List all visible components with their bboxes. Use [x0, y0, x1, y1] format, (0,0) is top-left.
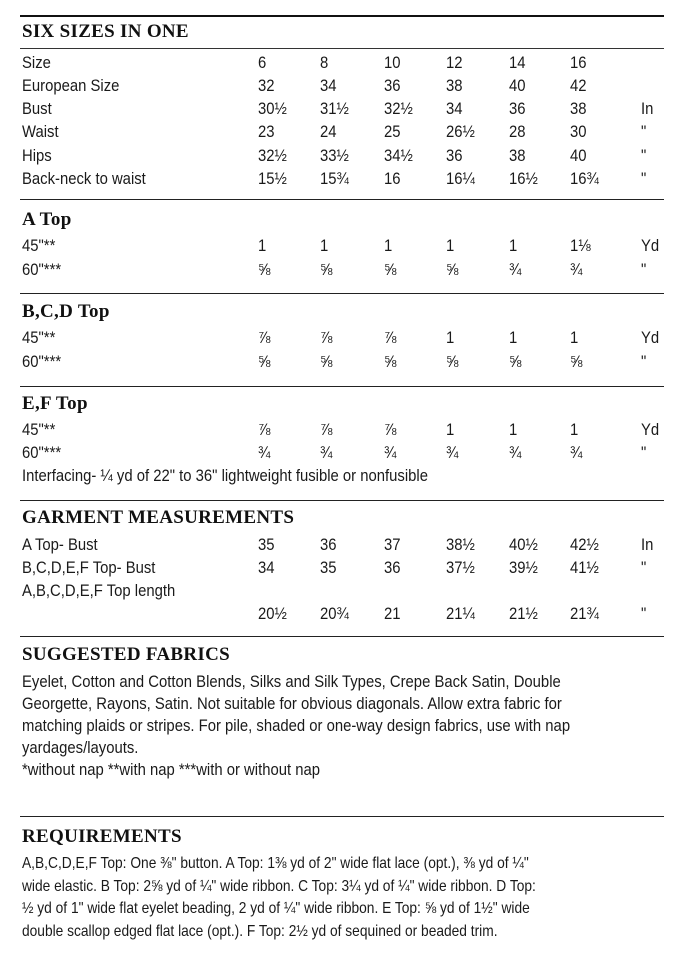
- fabrics-text: [22, 671, 652, 781]
- text-line: Eyelet, Cotton and Cotton Blends, Silks and Silk Types, Crepe Back Satin, Double: [22, 673, 561, 691]
- cell: 30½: [258, 100, 287, 118]
- cell: 21¾: [570, 605, 599, 623]
- cell: 1: [446, 329, 455, 347]
- a-top-bust-row: [0, 534, 685, 557]
- cell: 41½: [570, 559, 599, 577]
- row-label: Waist: [22, 123, 59, 141]
- cell: ⅝: [258, 353, 271, 371]
- row-label: Back-neck to waist: [22, 170, 146, 188]
- cell: 15½: [258, 170, 287, 188]
- heading-underline: [20, 48, 664, 49]
- cell: 38: [446, 77, 463, 95]
- a-top-heading: A Top: [22, 209, 72, 230]
- cell: 31½: [320, 100, 349, 118]
- cell: ⅝: [384, 353, 397, 371]
- garment-measurements-heading: GARMENT MEASUREMENTS: [22, 507, 295, 528]
- cell: 1: [384, 237, 393, 255]
- cell: 32½: [384, 100, 413, 118]
- cell: ¾: [570, 444, 583, 462]
- nap-legend: *without nap **with nap ***with or without nap: [22, 761, 321, 779]
- cell: 10: [384, 54, 401, 72]
- row-label: European Size: [22, 77, 120, 95]
- section-divider: [20, 816, 664, 817]
- unit-label: ": [641, 353, 647, 371]
- top-length-label: A,B,C,D,E,F Top length: [22, 582, 176, 600]
- cell: 42½: [570, 536, 599, 554]
- ef-top-60-row: [0, 442, 685, 465]
- row-label: 60"***: [22, 261, 62, 279]
- cell: ¾: [258, 444, 271, 462]
- hips-row: [0, 145, 685, 168]
- section-divider: [20, 293, 664, 294]
- cell: 36: [446, 147, 463, 165]
- cell: 36: [384, 77, 401, 95]
- cell: 16½: [509, 170, 538, 188]
- top-length-row: [0, 603, 685, 626]
- cell: 15¾: [320, 170, 349, 188]
- section-divider: [20, 386, 664, 387]
- text-line: Georgette, Rayons, Satin. Not suitable for obvious diagonals. Allow extra fabric for: [22, 695, 562, 713]
- waist-row: [0, 121, 685, 144]
- cell: ⅝: [258, 261, 271, 279]
- cell: ⅝: [446, 353, 459, 371]
- bcd-top-60-row: [0, 351, 685, 374]
- row-label: Size: [22, 54, 51, 72]
- cell: 1: [509, 237, 518, 255]
- bcd-top-45-row: [0, 327, 685, 350]
- cell: 12: [446, 54, 463, 72]
- cell: 36: [509, 100, 526, 118]
- row-label: Hips: [22, 147, 52, 165]
- text-line: A,B,C,D,E,F Top: One ⅜" button. A Top: 1⅜ yd of 2" wide flat lace (opt.), ⅜ yd of ¼": [22, 855, 529, 872]
- cell: ⅞: [320, 421, 333, 439]
- unit-label: ": [641, 559, 647, 577]
- cell: 16: [384, 170, 401, 188]
- cell: 34½: [384, 147, 413, 165]
- cell: 36: [320, 536, 337, 554]
- cell: 34: [258, 559, 275, 577]
- cell: 35: [258, 536, 275, 554]
- cell: ⅞: [384, 421, 397, 439]
- cell: 21½: [509, 605, 538, 623]
- cell: 1: [446, 237, 455, 255]
- interfacing-note: Interfacing- ¼ yd of 22" to 36" lightweight fusible or nonfusible: [22, 467, 428, 485]
- cell: 21: [384, 605, 401, 623]
- text-line: double scallop edged flat lace (opt.). F Top: 2½ yd of sequined or beaded trim.: [22, 922, 498, 940]
- cell: ⅝: [320, 353, 333, 371]
- a-top-45-row: [0, 235, 685, 258]
- cell: 34: [320, 77, 337, 95]
- row-label: 45"**: [22, 329, 56, 347]
- unit-label: ": [641, 123, 647, 141]
- cell: 37: [384, 536, 401, 554]
- cell: 20½: [258, 605, 287, 623]
- unit-label: Yd: [641, 329, 660, 347]
- cell: 28: [509, 123, 526, 141]
- requirements-text: [22, 853, 624, 943]
- cell: 8: [320, 54, 329, 72]
- row-label: 45"**: [22, 237, 56, 255]
- cell: 16¾: [570, 170, 599, 188]
- cell: ⅝: [384, 261, 397, 279]
- cell: ¾: [446, 444, 459, 462]
- cell: ⅞: [384, 329, 397, 347]
- unit-label: ": [641, 605, 647, 623]
- row-label: 60"***: [22, 353, 62, 371]
- cell: 1: [320, 237, 329, 255]
- cell: ¾: [320, 444, 333, 462]
- cell: ¾: [384, 444, 397, 462]
- cell: ⅝: [570, 353, 583, 371]
- cell: 16: [570, 54, 587, 72]
- cell: 26½: [446, 123, 475, 141]
- cell: 1: [258, 237, 267, 255]
- text-line: matching plaids or stripes. For pile, shaded or one-way design fabrics, use with nap: [22, 717, 571, 735]
- cell: 24: [320, 123, 337, 141]
- a-top-60-row: [0, 259, 685, 282]
- cell: ⅞: [258, 421, 271, 439]
- unit-label: ": [641, 147, 647, 165]
- row-label: Bust: [22, 100, 52, 118]
- cell: 1: [509, 421, 518, 439]
- cell: 21¼: [446, 605, 475, 623]
- text-line: ½ yd of 1" wide flat eyelet beading, 2 yd of ¼" wide ribbon. E Top: ⅝ yd of 1½" wide: [22, 900, 530, 917]
- row-label: B,C,D,E,F Top- Bust: [22, 559, 156, 577]
- section-divider: [20, 636, 664, 637]
- cell: ⅝: [320, 261, 333, 279]
- cell: 1: [509, 329, 518, 347]
- cell: 35: [320, 559, 337, 577]
- bcdef-top-bust-row: [0, 557, 685, 580]
- row-label: 45"**: [22, 421, 56, 439]
- cell: 25: [384, 123, 401, 141]
- unit-label: In: [641, 100, 654, 118]
- cell: 30: [570, 123, 587, 141]
- cell: 20¾: [320, 605, 349, 623]
- cell: 32: [258, 77, 275, 95]
- cell: 32½: [258, 147, 287, 165]
- ef-top-45-row: [0, 419, 685, 442]
- cell: ⅝: [446, 261, 459, 279]
- ef-top-heading: E,F Top: [22, 393, 88, 414]
- bcd-top-heading: B,C,D Top: [22, 301, 110, 322]
- cell: ⅞: [320, 329, 333, 347]
- size-row: [0, 52, 685, 75]
- unit-label: Yd: [641, 237, 660, 255]
- cell: 6: [258, 54, 267, 72]
- row-label: 60"***: [22, 444, 62, 462]
- cell: ⅞: [258, 329, 271, 347]
- unit-label: ": [641, 261, 647, 279]
- cell: ¾: [509, 444, 522, 462]
- cell: 14: [509, 54, 526, 72]
- section-divider: [20, 500, 664, 501]
- cell: 42: [570, 77, 587, 95]
- cell: 33½: [320, 147, 349, 165]
- text-line: yardages/layouts.: [22, 739, 139, 757]
- european-size-row: [0, 75, 685, 98]
- top-rule: [20, 15, 664, 17]
- unit-label: Yd: [641, 421, 660, 439]
- cell: 40: [570, 147, 587, 165]
- cell: 40½: [509, 536, 538, 554]
- cell: 1⅛: [570, 237, 591, 255]
- cell: 1: [570, 329, 579, 347]
- section-divider: [20, 199, 664, 200]
- unit-label: ": [641, 444, 647, 462]
- row-label: A Top- Bust: [22, 536, 98, 554]
- cell: 1: [570, 421, 579, 439]
- cell: 40: [509, 77, 526, 95]
- cell: ¾: [570, 261, 583, 279]
- cell: ¾: [509, 261, 522, 279]
- suggested-fabrics-heading: SUGGESTED FABRICS: [22, 644, 230, 665]
- bust-row: [0, 98, 685, 121]
- cell: 36: [384, 559, 401, 577]
- cell: 37½: [446, 559, 475, 577]
- cell: 38: [570, 100, 587, 118]
- text-line: wide elastic. B Top: 2⅝ yd of ¼" wide ribbon. C Top: 3¼ yd of ¼" wide ribbon. D Top:: [22, 877, 536, 895]
- cell: 34: [446, 100, 463, 118]
- cell: 23: [258, 123, 275, 141]
- cell: 38½: [446, 536, 475, 554]
- cell: ⅝: [509, 353, 522, 371]
- unit-label: In: [641, 536, 654, 554]
- cell: 1: [446, 421, 455, 439]
- cell: 38: [509, 147, 526, 165]
- cell: 39½: [509, 559, 538, 577]
- six-sizes-heading: SIX SIZES IN ONE: [22, 21, 189, 42]
- unit-label: ": [641, 170, 647, 188]
- requirements-heading: REQUIREMENTS: [22, 826, 182, 847]
- back-neck-row: [0, 168, 685, 191]
- cell: 16¼: [446, 170, 475, 188]
